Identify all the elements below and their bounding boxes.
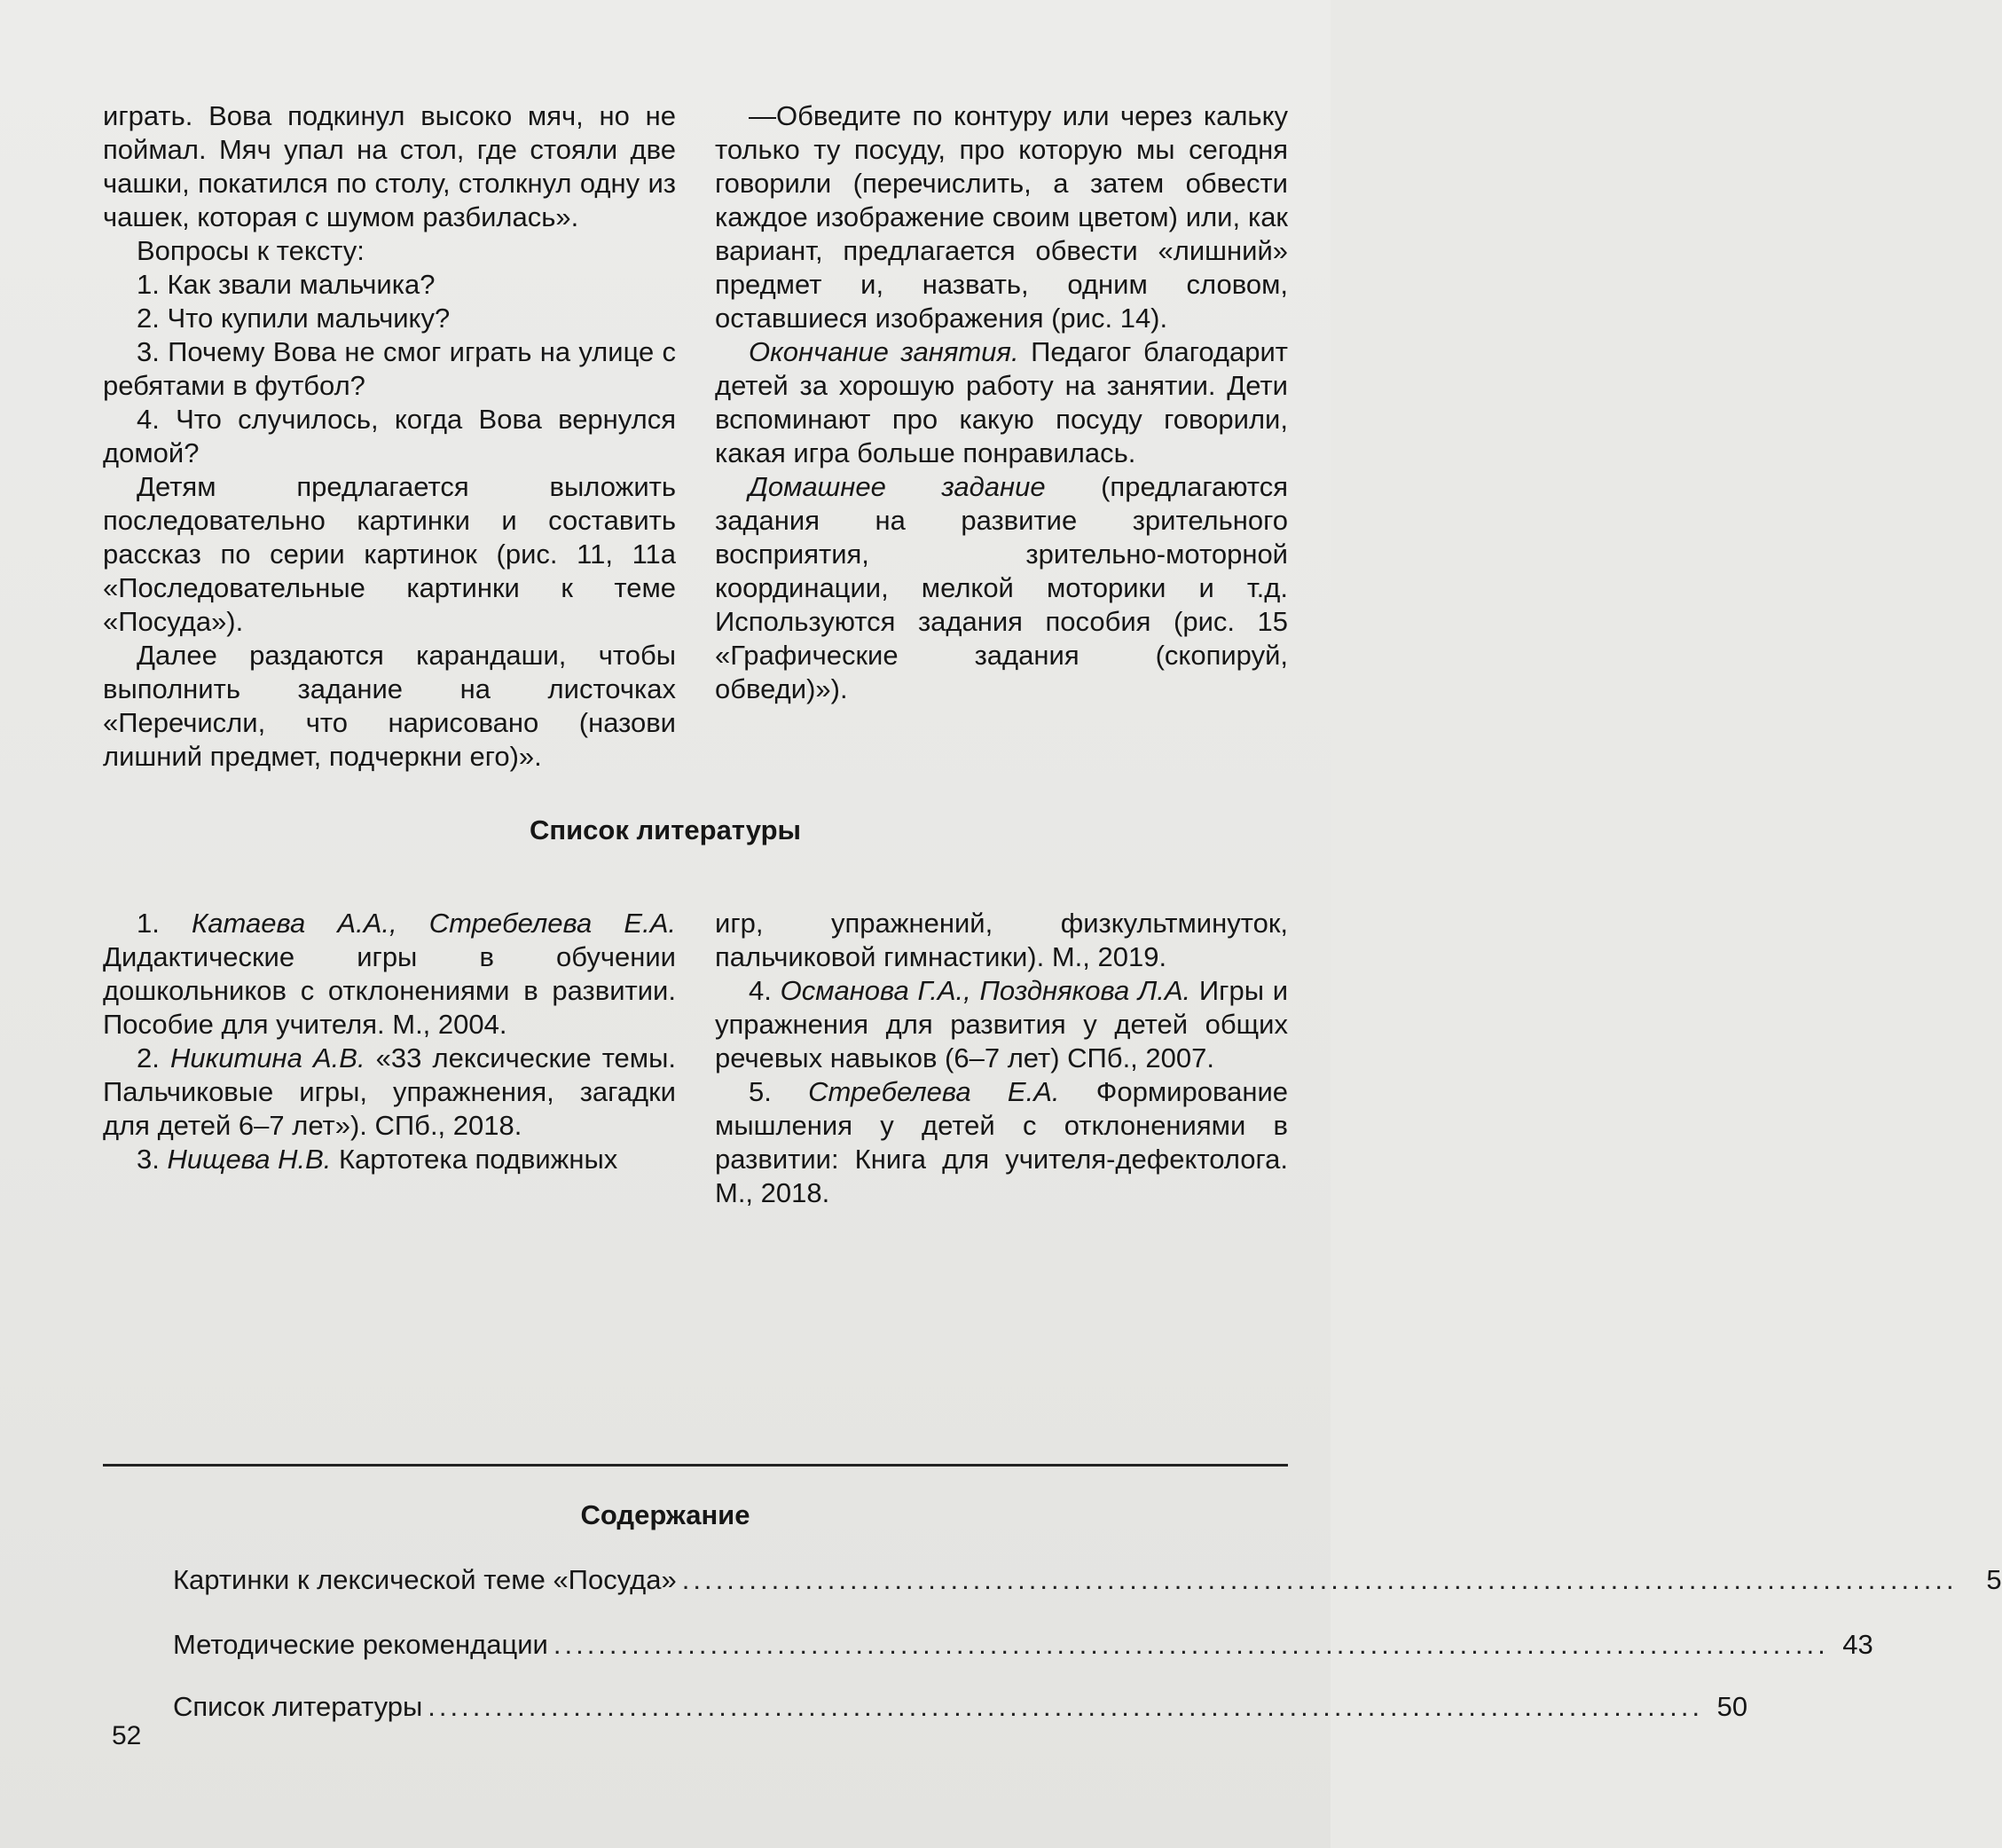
reference-number: 3. [137, 1144, 168, 1175]
paragraph-text: (предлагаются задания на развитие зрительного восприятия, зрительно-моторной координации, мелкой моторики и т.д. Используются задания пособия (рис. 15 «Графические задания (скопируй, обведи)»). [715, 471, 1288, 704]
question: 3. Почему Вова не смог играть на улице с ребятами в футбол? [103, 336, 676, 401]
question: 2. Что купили мальчику? [137, 303, 451, 334]
paragraph [715, 335, 1288, 470]
reference-continuation: игр, упражнений, физкультминуток, пальчиковой гимнастики). М., 2019. [715, 908, 1288, 972]
reference-text: Картотека подвижных [331, 1144, 618, 1175]
section-divider [103, 1464, 1288, 1467]
paragraph: Далее раздаются карандаши, чтобы выполнить задание на листочках «Перечисли, что нарисовано (назови лишний предмет, подчеркни его)». [103, 640, 676, 772]
toc-leader-dots: .................................................................................................................. [681, 1564, 1958, 1595]
reference-item [103, 1042, 676, 1143]
literature-heading: Список литературы [529, 814, 802, 845]
reference-item [103, 1143, 676, 1176]
left-column [103, 99, 676, 774]
reference-text: «33 лексические темы. Пальчиковые игры, упражнения, загадки для детей 6–7 лет»). СПб., 2018. [103, 1042, 677, 1141]
paragraph: играть. Вова подкинул высоко мяч, но не поймал. Мяч упал на стол, где стояли две чашки, покатился по столу, столкнул одну из чашек, которая с шумом разбилась». [103, 100, 676, 232]
literature-right-column [715, 907, 1288, 1210]
contents-heading: Содержание [580, 1499, 750, 1530]
reference-authors: Никитина А.В. [169, 1042, 365, 1073]
paragraph-text: Педагог благодарит детей за хорошую работу на занятии. Дети вспоминают про какую посуду говорили, какая игра больше понравилась. [715, 336, 1288, 468]
paragraph: Детям предлагается выложить последовательно картинки и составить рассказ по серии картинок (рис. 11, 11а «Последовательные картинки к теме «Посуда»). [103, 471, 676, 637]
reference-item [715, 974, 1288, 1075]
toc-leader-dots: .................................................................................................................. [553, 1629, 1829, 1660]
question: 1. Как звали мальчика? [137, 269, 436, 300]
paragraph [715, 470, 1288, 706]
reference-text: Игры и упражнения для развития у детей общих речевых навыков (6–7 лет) СПб., 2007. [715, 975, 1289, 1073]
reference-number: 5. [749, 1076, 809, 1107]
toc-leader-dots: .................................................................................................................. [428, 1691, 1704, 1722]
paragraph-emphasis: Домашнее задание [749, 471, 1046, 502]
paragraph: —Обведите по контуру или через кальку только ту посуду, про которую мы сегодня говорили (перечислить, а затем обвести каждое изображение своим цветом) или, как вариант, предлагается обвести «лишний» предмет и, назвать, одним словом, оставшиеся изображения (рис. 14). [715, 100, 1288, 334]
reference-authors: Катаева А.А., Стребелева Е.А. [192, 908, 676, 939]
reference-number: 2. [137, 1042, 170, 1073]
toc-entry-page: 50 [1716, 1691, 1748, 1722]
reference-number: 1. [137, 908, 192, 939]
page-number: 52 [112, 1721, 142, 1750]
reference-item [103, 907, 676, 1042]
reference-authors: Стребелева Е.А. [808, 1076, 1060, 1107]
toc-entry[interactable] [173, 1690, 1748, 1724]
toc-entry-title: Картинки к лексической теме «Посуда» [173, 1564, 677, 1595]
reference-authors: Нищева Н.В. [167, 1144, 332, 1175]
toc-entry-page: 43 [1842, 1629, 1873, 1660]
toc-entry-title: Методические рекомендации [173, 1629, 548, 1660]
questions-title: Вопросы к тексту: [137, 235, 365, 266]
toc-entry-title: Список литературы [173, 1691, 423, 1722]
toc-entry[interactable] [173, 1628, 1873, 1662]
reference-text: Формирование мышления у детей с отклонениями в развитии: Книга для учителя-дефектолога. М., 2018. [715, 1076, 1288, 1208]
question: 4. Что случилось, когда Вова вернулся домой? [103, 404, 676, 468]
reference-number: 4. [749, 975, 781, 1006]
toc-entry[interactable] [173, 1563, 2002, 1597]
right-column [715, 99, 1288, 706]
paragraph-emphasis: Окончание занятия. [749, 336, 1019, 367]
reference-authors: Османова Г.А., Позднякова Л.А. [780, 975, 1191, 1006]
literature-left-column [103, 907, 676, 1176]
reference-text: Дидактические игры в обучении дошкольников с отклонениями в развитии. Пособие для учителя. М., 2004. [103, 941, 676, 1040]
toc-entry-page: 5 [1986, 1564, 2002, 1595]
reference-item [715, 1075, 1288, 1210]
